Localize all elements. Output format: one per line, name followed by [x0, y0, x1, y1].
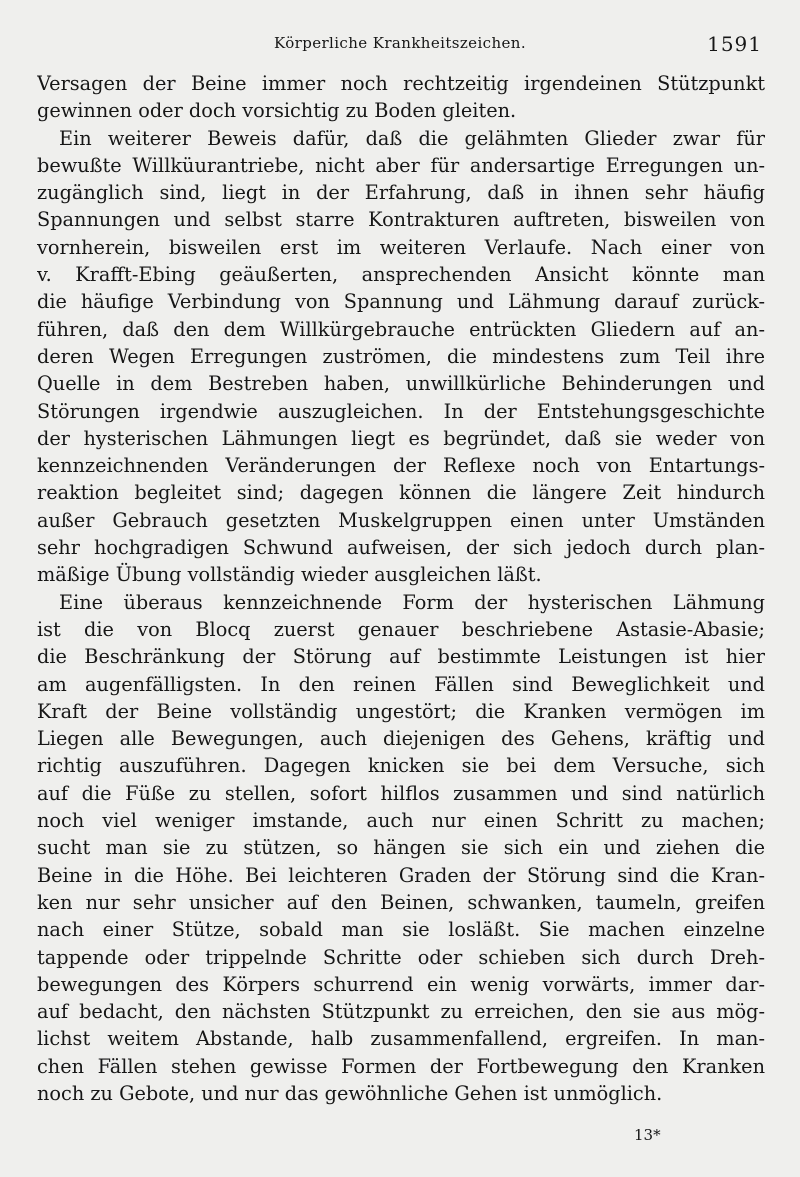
text-line: kennzeichnenden Veränderungen der Reflexe noch von Entartungs- [37, 454, 765, 478]
text-line: sehr hochgradigen Schwund aufweisen, der sich jedoch durch plan- [37, 536, 765, 560]
text-line: ken nur sehr unsicher auf den Beinen, schwanken, taumeln, greifen [37, 890, 765, 914]
text-line: vornherein, bisweilen erst im weiteren Verlaufe. Nach einer von [37, 235, 765, 259]
text-line: tappende oder trippelnde Schritte oder schieben sich durch Dreh- [37, 945, 765, 969]
text-line: noch viel weniger imstande, auch nur einen Schritt zu machen; [37, 809, 765, 833]
text-line: auf die Füße zu stellen, sofort hilflos zusammen und sind natürlich [37, 781, 765, 805]
text-line: Versagen der Beine immer noch rechtzeitig irgendeinen Stützpunkt [37, 72, 765, 95]
text-line: Störungen irgendwie auszugleichen. In der Entstehungsgeschichte [37, 399, 765, 423]
text-line: bewegungen des Körpers schurrend ein wenig vorwärts, immer dar- [37, 972, 765, 996]
text-line: die häufige Verbindung von Spannung und Lähmung darauf zurück- [37, 290, 765, 314]
text-line: außer Gebrauch gesetzten Muskelgruppen einen unter Umständen [37, 508, 765, 532]
text-line: Beine in die Höhe. Bei leichteren Graden der Störung sind die Kran- [37, 863, 765, 887]
text-line: mäßige Übung vollständig wieder ausgleichen läßt. [37, 563, 542, 587]
text-line: richtig auszuführen. Dagegen knicken sie bei dem Versuche, sich [37, 754, 765, 778]
text-line: Liegen alle Bewegungen, auch diejenigen des Gehens, kräftig und [37, 727, 765, 751]
text-line: chen Fällen stehen gewisse Formen der Fortbewegung den Kranken [37, 1054, 765, 1078]
text-line: gewinnen oder doch vorsichtig zu Boden gleiten. [37, 99, 517, 123]
page-number: 1591 [707, 32, 762, 56]
text-line: auf bedacht, den nächsten Stützpunkt zu erreichen, den sie aus mög- [37, 1000, 765, 1024]
printer-signature: 13* [634, 1126, 661, 1144]
text-line: noch zu Gebote, und nur das gewöhnliche Gehen ist unmöglich. [37, 1081, 663, 1105]
text-line: bewußte Willküurantriebe, nicht aber für andersartige Erregungen un- [37, 153, 765, 177]
text-line: Ein weiterer Beweis dafür, daß die gelähmten Glieder zwar für [59, 126, 765, 150]
text-line: Eine überaus kennzeichnende Form der hysterischen Lähmung [59, 590, 765, 614]
text-line: lichst weitem Abstande, halb zusammenfallend, ergreifen. In man- [37, 1027, 765, 1051]
body-text [37, 70, 765, 1107]
text-line: am augenfälligsten. In den reinen Fällen sind Beweglichkeit und [37, 672, 765, 696]
text-line: der hysterischen Lähmungen liegt es begründet, daß sie weder von [37, 426, 765, 450]
text-line: Spannungen und selbst starre Kontrakturen auftreten, bisweilen von [37, 208, 765, 232]
text-line: deren Wegen Erregungen zuströmen, die mindestens zum Teil ihre [37, 344, 765, 368]
text-line: zugänglich sind, liegt in der Erfahrung, daß in ihnen sehr häufig [37, 181, 765, 205]
text-line: Kraft der Beine vollständig ungestört; die Kranken vermögen im [37, 699, 765, 723]
text-line: die Beschränkung der Störung auf bestimmte Leistungen ist hier [37, 645, 765, 669]
running-head [36, 34, 764, 58]
text-line: nach einer Stütze, sobald man sie losläßt. Sie machen einzelne [37, 918, 765, 942]
text-line: sucht man sie zu stützen, so hängen sie sich ein und ziehen die [37, 836, 765, 860]
page-header-title: Körperliche Krankheitszeichen. [273, 34, 527, 52]
text-line: ist die von Blocq zuerst genauer beschriebene Astasie-Abasie; [37, 617, 765, 641]
text-line: v. Krafft-Ebing geäußerten, ansprechenden Ansicht könnte man [37, 263, 765, 287]
text-line: führen, daß den dem Willkürgebrauche entrückten Gliedern auf an- [37, 317, 765, 341]
text-line: Quelle in dem Bestreben haben, unwillkürliche Behinderungen und [37, 372, 765, 396]
text-line: reaktion begleitet sind; dagegen können die längere Zeit hindurch [37, 481, 765, 505]
